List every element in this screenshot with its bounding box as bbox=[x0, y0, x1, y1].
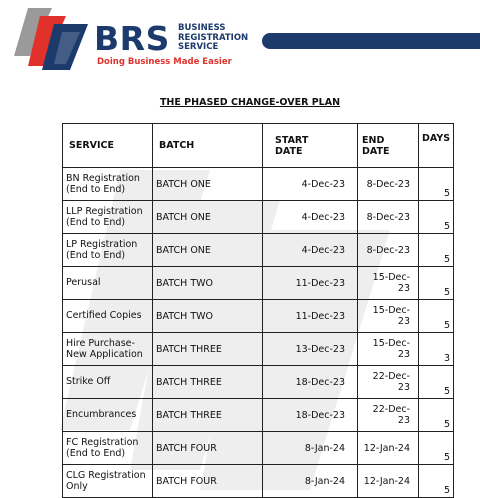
table-row bbox=[63, 267, 454, 300]
cell-service: LLP Registration (End to End) bbox=[63, 201, 153, 234]
cell-batch: BATCH FOUR bbox=[153, 432, 263, 465]
cell-batch: BATCH FOUR bbox=[153, 465, 263, 498]
cell-start-date: 18-Dec-23 bbox=[263, 399, 358, 432]
cell-end-date: 12-Jan-24 bbox=[358, 465, 419, 498]
document-title: THE PHASED CHANGE-OVER PLAN bbox=[159, 97, 341, 108]
cell-days: 3 bbox=[419, 333, 454, 366]
cell-service: CLG Registration Only bbox=[63, 465, 153, 498]
column-header-batch: BATCH bbox=[153, 124, 263, 168]
cell-end-date: 15-Dec-23 bbox=[358, 333, 419, 366]
brand-name: BRS bbox=[94, 19, 170, 58]
column-header-start-date bbox=[263, 124, 358, 168]
cell-batch: BATCH TWO bbox=[153, 300, 263, 333]
cell-service: Certified Copies bbox=[63, 300, 153, 333]
cell-start-date: 11-Dec-23 bbox=[263, 267, 358, 300]
cell-batch: BATCH TWO bbox=[153, 267, 263, 300]
table-header-row bbox=[63, 124, 454, 168]
cell-days: 5 bbox=[419, 465, 454, 498]
cell-days: 5 bbox=[419, 300, 454, 333]
cell-start-date: 4-Dec-23 bbox=[263, 234, 358, 267]
table-row bbox=[63, 465, 454, 498]
column-header-text: END bbox=[362, 134, 385, 146]
cell-service: Strike Off bbox=[63, 366, 153, 399]
table-row bbox=[63, 333, 454, 366]
cell-batch: BATCH THREE bbox=[153, 366, 263, 399]
cell-days: 5 bbox=[419, 267, 454, 300]
cell-service: Encumbrances bbox=[63, 399, 153, 432]
table-row bbox=[63, 168, 454, 201]
cell-batch: BATCH ONE bbox=[153, 234, 263, 267]
table-row bbox=[63, 300, 454, 333]
letterhead bbox=[0, 0, 480, 80]
cell-batch: BATCH ONE bbox=[153, 168, 263, 201]
brand-subtitle-line: SERVICE bbox=[178, 42, 219, 52]
cell-end-date: 8-Dec-23 bbox=[358, 234, 419, 267]
table-row bbox=[63, 432, 454, 465]
brand-tagline: Doing Business Made Easier bbox=[97, 57, 232, 67]
column-header-service: SERVICE bbox=[63, 124, 153, 168]
table-row bbox=[63, 399, 454, 432]
cell-end-date: 22-Dec-23 bbox=[358, 366, 419, 399]
cell-start-date: 4-Dec-23 bbox=[263, 168, 358, 201]
table-row bbox=[63, 201, 454, 234]
cell-batch: BATCH ONE bbox=[153, 201, 263, 234]
cell-days: 5 bbox=[419, 201, 454, 234]
cell-service: Hire Purchase-New Application bbox=[63, 333, 153, 366]
cell-start-date: 18-Dec-23 bbox=[263, 366, 358, 399]
header-bar bbox=[262, 33, 480, 49]
column-header-text: START bbox=[275, 134, 309, 146]
column-header-text: DATE bbox=[275, 145, 303, 157]
cell-end-date: 12-Jan-24 bbox=[358, 432, 419, 465]
cell-end-date: 8-Dec-23 bbox=[358, 168, 419, 201]
cell-batch: BATCH THREE bbox=[153, 333, 263, 366]
brand-subtitle-line: REGISTRATION bbox=[178, 32, 249, 43]
cell-days: 5 bbox=[419, 366, 454, 399]
change-over-table bbox=[62, 123, 454, 498]
cell-start-date: 13-Dec-23 bbox=[263, 333, 358, 366]
cell-service: Perusal bbox=[63, 267, 153, 300]
cell-start-date: 8-Jan-24 bbox=[263, 432, 358, 465]
cell-service: BN Registration (End to End) bbox=[63, 168, 153, 201]
cell-days: 5 bbox=[419, 432, 454, 465]
cell-start-date: 11-Dec-23 bbox=[263, 300, 358, 333]
cell-batch: BATCH THREE bbox=[153, 399, 263, 432]
column-header-text: DATE bbox=[362, 145, 390, 157]
cell-end-date: 15-Dec-23 bbox=[358, 300, 419, 333]
cell-days: 5 bbox=[419, 168, 454, 201]
cell-start-date: 4-Dec-23 bbox=[263, 201, 358, 234]
cell-days: 5 bbox=[419, 399, 454, 432]
cell-end-date: 15-Dec-23 bbox=[358, 267, 419, 300]
column-header-end-date bbox=[358, 124, 419, 168]
brs-logo-icon bbox=[14, 6, 88, 70]
cell-service: LP Registration (End to End) bbox=[63, 234, 153, 267]
cell-days: 5 bbox=[419, 234, 454, 267]
brand-subtitle-line: BUSINESS bbox=[178, 23, 226, 33]
cell-end-date: 22-Dec-23 bbox=[358, 399, 419, 432]
cell-service: FC Registration (End to End) bbox=[63, 432, 153, 465]
cell-end-date: 8-Dec-23 bbox=[358, 201, 419, 234]
cell-start-date: 8-Jan-24 bbox=[263, 465, 358, 498]
column-header-days: DAYS bbox=[419, 124, 454, 168]
table-row bbox=[63, 366, 454, 399]
table-row bbox=[63, 234, 454, 267]
brand-subtitle bbox=[178, 24, 268, 53]
